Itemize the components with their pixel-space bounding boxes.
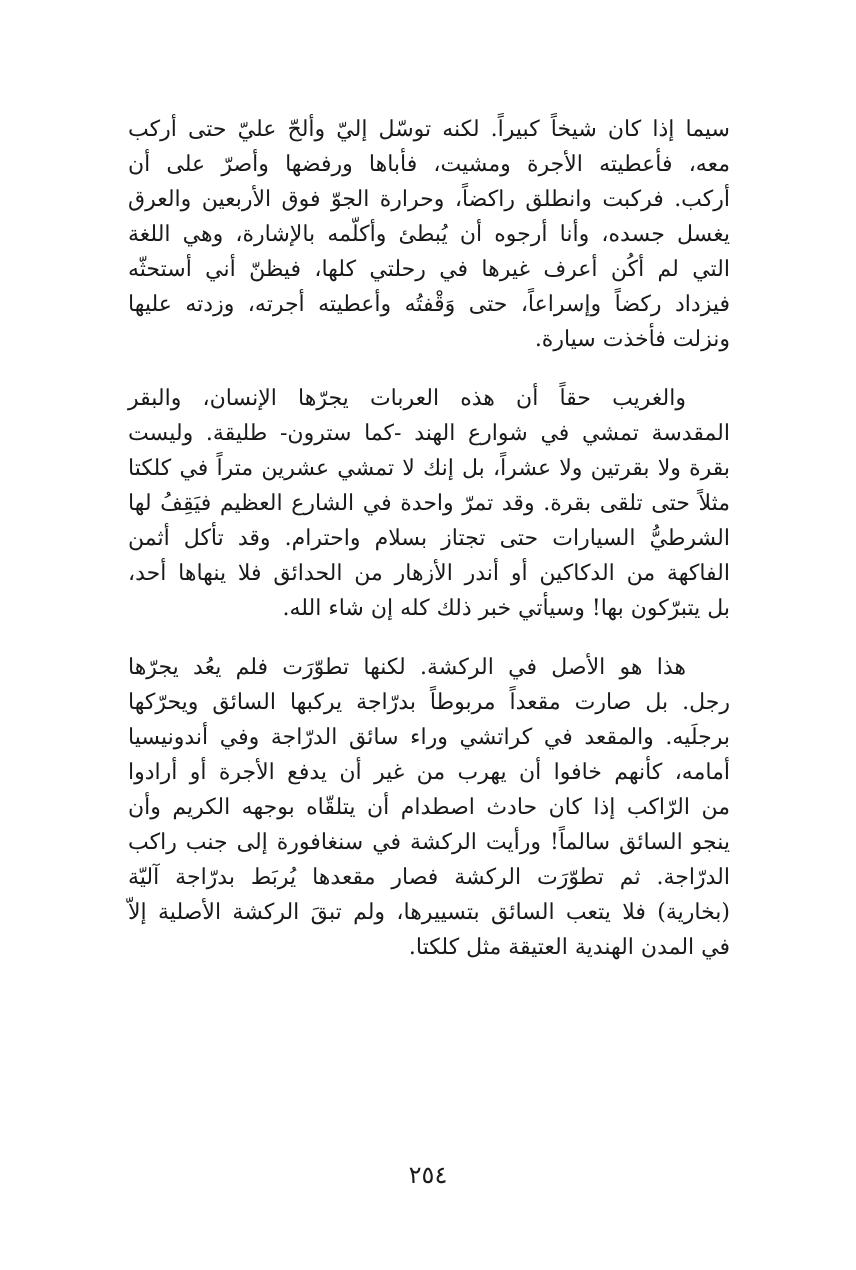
text-line: التي لم أكُن أعرف غيرها في رحلتي كلها، فيظنّ أني أستحثّه [128, 257, 730, 282]
text-line: والغريب حقاً أن هذه العربات يجرّها الإنسان، والبقر [128, 386, 686, 411]
text-line: بل يتبرّكون بها! وسيأتي خبر ذلك كله إن شاء الله. [282, 596, 730, 621]
text-line: بقرة ولا بقرتين ولا عشراً، بل إنك لا تمشي عشرين متراً في كلكتا [128, 456, 730, 481]
text-line: معه، فأعطيته الأجرة ومشيت، فأباها ورفضها وأصرّ على أن [128, 152, 730, 177]
text-line: فيزداد ركضاً وإسراعاً، حتى وَقْفتُه وأعطيته أجرته، وزدته عليها [128, 292, 730, 317]
text-line: أمامه، كأنهم خافوا أن يهرب من غير أن يدفع الأجرة أو أرادوا [128, 760, 730, 785]
text-line: سيما إذا كان شيخاً كبيراً. لكنه توسّل إليّ وألحّ عليّ حتى أركب [128, 117, 730, 142]
text-line: هذا هو الأصل في الركشة. لكنها تطوّرَت فلم يعُد يجرّها [128, 655, 686, 680]
text-line: (بخارية) فلا يتعب السائق بتسييرها، ولم تبقَ الركشة الأصلية إلاّ [128, 900, 730, 925]
text-line: الدرّاجة. ثم تطوّرَت الركشة فصار مقعدها يُربَط بدرّاجة آليّة [128, 865, 730, 890]
text-line: الفاكهة من الدكاكين أو أندر الأزهار من الحدائق فلا ينهاها أحد، [128, 561, 730, 586]
paragraph-2 [128, 381, 730, 626]
text-line: ينجو السائق سالماً! ورأيت الركشة في سنغافورة إلى جنب راكب [128, 830, 730, 855]
page-number: ٢٥٤ [408, 1161, 448, 1189]
text-line: المقدسة تمشي في شوارع الهند -كما سترون- طليقة. وليست [128, 421, 730, 446]
text-line: يغسل جسده، وأنا أرجوه أن يُبطئ وأكلّمه بالإشارة، وهي اللغة [128, 222, 730, 247]
text-line: رجل. بل صارت مقعداً مربوطاً بدرّاجة يركبها السائق ويحرّكها [128, 690, 730, 715]
paragraph-1 [128, 112, 730, 357]
text-line: أركب. فركبت وانطلق راكضاً، وحرارة الجوّ فوق الأربعين والعرق [128, 187, 730, 212]
text-line: برجلَيه. والمقعد في كراتشي وراء سائق الدرّاجة وفي أندونيسيا [128, 725, 730, 750]
paragraph-3 [128, 650, 730, 965]
text-line: من الرّاكب إذا كان حادث اصطدام أن يتلقّاه بوجهه الكريم وأن [128, 795, 730, 820]
text-line: في المدن الهندية العتيقة مثل كلكتا. [408, 935, 730, 960]
text-line: ونزلت فأخذت سيارة. [534, 327, 730, 352]
text-line: مثلاً حتى تلقى بقرة. وقد تمرّ واحدة في الشارع العظيم فيَقِفُ لها [128, 491, 730, 516]
text-line: الشرطيُّ السيارات حتى تجتاز بسلام واحترام. وقد تأكل أثمن [128, 526, 730, 551]
body-text [128, 112, 730, 989]
